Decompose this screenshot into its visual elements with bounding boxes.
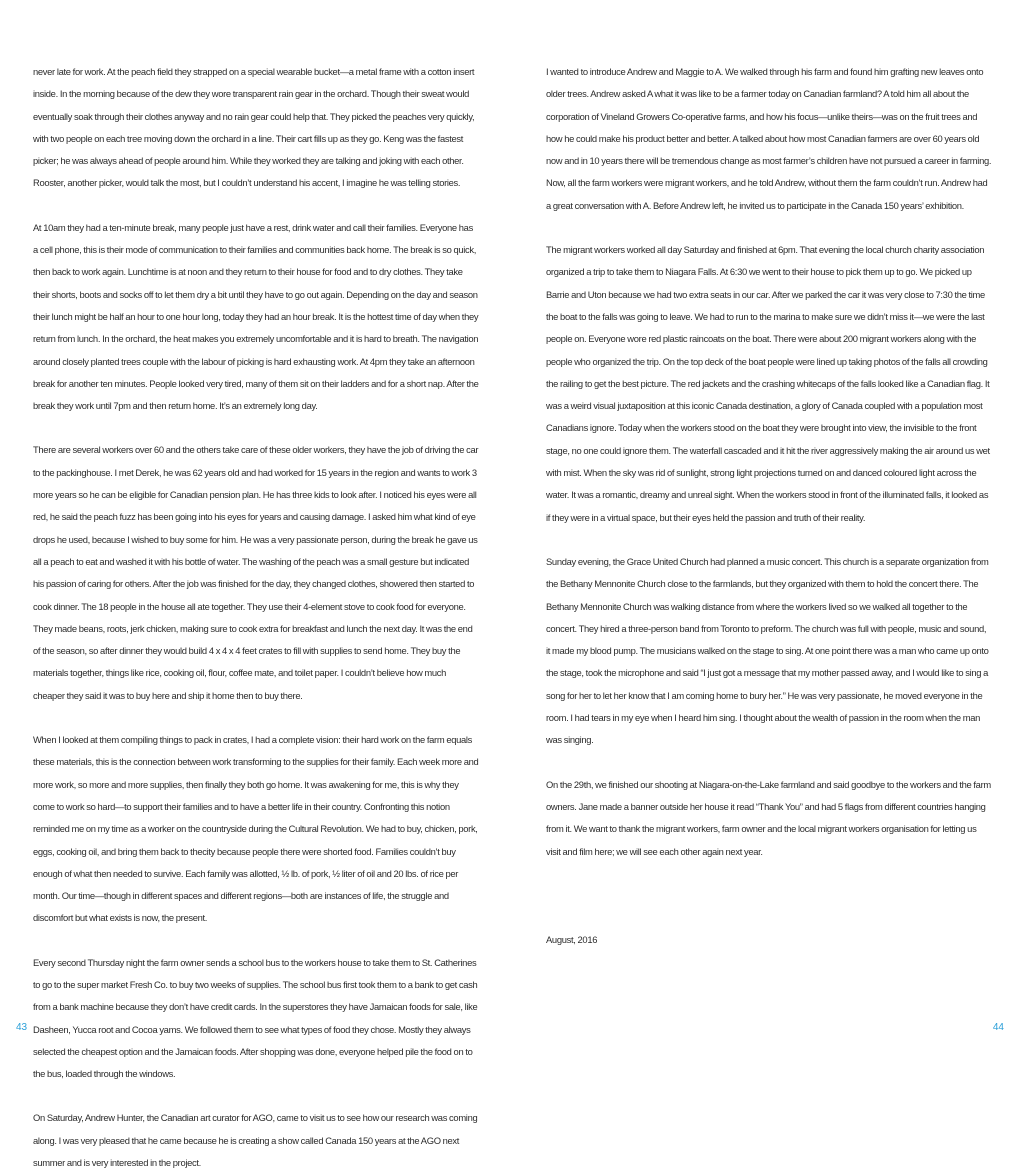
right-paragraph-3: Sunday evening, the Grace United Church had planned a music concert. This church is a separate organization from the Bethany Mennonite Church close to the farmlands, but they organized with them to hold the concert there. The Bethany Mennonite Church was walking distance from where the workers lived so we walked all together to the concert. They hired a three-person band from Toronto to preform. The church was full with people, music and sound, it made my blood pump. The musicians walked on the stage to sing. At one point there was a man who came up onto the stage, took the microphone and said “I just got a message that my mother passed away, and I would like to sing a song for her to let her know that I am coming home to bury her.” He was very passionate, he moved everyone in the room. I had tears in my eye when I heard him sing. I thought about the wealth of passion in the room when the man was singing. <box>546 555 989 746</box>
left-paragraph-4: When I looked at them compiling things to pack in crates, I had a complete vision: their hard work on the farm equals these materials, this is the connection between work transforming to the supplies for their family. Each week more and more work, so more and more supplies, then finally they both go home. It was awakening for me, this is why they come to work so hard—to support their families and to have a better life in their country. Confronting this notion reminded me on my time as a worker on the countryside during the Cultural Revolution. We had to buy, chicken, pork, eggs, cooking oil, and bring them back to thecity because people there were shorted food. Families couldn’t buy enough of what then needed to survive. Each family was allotted, ½ lb. of pork, ½ liter of oil and 20 lbs. of rice per month. Our time—though in different spaces and different regions—both are instances of life, the struggle and discomfort but what exists is now, the present. <box>33 734 479 924</box>
left-page <box>0 0 512 1169</box>
left-text-column <box>33 61 479 1174</box>
right-paragraph-1: I wanted to introduce Andrew and Maggie to A. We walked through his farm and found him grafting new leaves onto older trees. Andrew asked A what it was like to be a farmer today on Canadian farmland? A told him all about the corporation of Vineland Growers Co-operative farms, and how his focus—unlike theirs—was on the fruit trees and how he could make his product better and better. A talked about how most Canadian farmers are over 60 years old now and in 10 years there will be tremendous change as most farmer’s children have not pursued a career in farming. Now, all the farm workers were migrant workers, and he told Andrew, without them the farm couldn’t run. Andrew had a great conversation with A. Before Andrew left, he invited us to participate in the Canada 150 years’ exhibition. <box>546 66 992 211</box>
right-text-column <box>546 61 992 951</box>
page-number-right: 44 <box>992 1022 1004 1033</box>
date-line: August, 2016 <box>546 933 598 945</box>
right-paragraph-2: The migrant workers worked all day Saturday and finished at 6pm. That evening the local church charity association organized a trip to take them to Niagara Falls. At 6:30 we went to their house to pick them up to go. We picked up Barrie and Uton because we had two extra seats in our car. After we parked the car it was very close to 7:30 the time the boat to the falls was going to leave. We had to run to the marina to make sure we didn’t miss it—we were the last people on. Everyone wore red plastic raincoats on the boat. There were about 200 migrant workers along with the people who organized the trip. On the top deck of the boat people were lined up taking photos of the falls all crowding the railing to get the best picture. The red jackets and the crashing whitecaps of the falls looked like a Canadian flag. It was a weird visual juxtaposition at this iconic Canada destination, a glory of Canada coupled with a population most Canadians ignore. Today when the workers stood on the boat they were brought into view, the invisible to the front stage, no one could ignore them. The waterfall cascaded and it hit the river aggressively making the air around us wet with mist. When the sky was rid of sunlight, strong light projections turned on and danced coloured light across the water. It was a romantic, dreamy and unreal sight. When the workers stood in front of the illuminated falls, it looked as if they were in a virtual space, but their eyes held the passion and truth of their reality. <box>546 244 990 523</box>
right-paragraph-4: On the 29th, we finished our shooting at Niagara-on-the-Lake farmland and said goodbye to the workers and the farm owners. Jane made a banner outside her house it read “Thank You” and had 5 flags from different countries hanging from it. We want to thank the migrant workers, farm owner and the local migrant workers organisation for letting us visit and film here; we will see each other again next year. <box>546 778 991 857</box>
left-paragraph-2: At 10am they had a ten-minute break, many people just have a rest, drink water and call their families. Everyone has a cell phone, this is their mode of communication to their families and communities back home. The break is so quick, then back to work again. Lunchtime is at noon and they return to their house for food and to dry clothes. They take their shorts, boots and socks off to let them dry a bit until they have to go out again. Depending on the day and season their lunch might be half an hour to one hour long, today they had an hour break. It is the hottest time of day when they return from lunch. In the orchard, the heat makes you extremely uncomfortable and it is hard to breath. The navigation around closely planted trees couple with the labour of picking is hard exhausting work. At 4pm they take an afternoon break for another ten minutes. People looked very tired, many of them sit on their ladders and for a short nap. After the break they work until 7pm and then return home. It’s an extremely long day. <box>33 221 479 412</box>
right-page <box>512 0 1024 1068</box>
page-number-left: 43 <box>16 1022 28 1033</box>
left-paragraph-1: never late for work. At the peach field they strapped on a special wearable bucket—a metal frame with a cotton insert inside. In the morning because of the dew they wore transparent rain gear in the orchard. Though their sweat would eventually soak through their clothes anyway and no rain gear could help that. They picked the peaches very quickly, with two people on each tree moving down the orchard in a line. Their cart fills up as they go. Keng was the fastest picker; he was always ahead of people around him. While they worked they are talking and joking with each other. Rooster, another picker, would talk the most, but I couldn’t understand his accent, I imagine he was telling stories. <box>33 66 475 189</box>
left-paragraph-6: On Saturday, Andrew Hunter, the Canadian art curator for AGO, came to visit us to see how our research was coming along. I was very pleased that he came because he is creating a show called Canada 150 years at the AGO next summer and is very interested in the project. <box>33 1112 478 1169</box>
left-paragraph-5: Every second Thursday night the farm owner sends a school bus to the workers house to take them to St. Catherines to go to the super market Fresh Co. to buy two weeks of supplies. The school bus first took them to a bank to get cash from a bank machine because they don’t have credit cards. In the superstores they have Jamaican foods for sale, like Dasheen, Yucca root and Cocoa yams. We followed them to see what types of food they chose. Mostly they always selected the cheapest option and the Jamaican foods. After shopping was done, everyone helped pile the food on to the bus, loaded through the windows. <box>33 956 478 1080</box>
left-paragraph-3: There are several workers over 60 and the others take care of these older workers, they have the job of driving the car to the packinghouse. I met Derek, he was 62 years old and had worked for 15 years in the region and wants to work 3 more years so he can be eligible for Canadian pension plan. He has three kids to look after. I noticed his eyes were all red, he said the peach fuzz has been going into his eyes for years and causing damage. I asked him what kind of eye drops he used, because I wished to buy some for him. He was a very passionate person, during the break he gave us all a peach to eat and washed it with his bottle of water. The washing of the peach was a small gesture but indicated his passion of caring for others. After the job was finished for the day, they changed clothes, showered then started to cook dinner. The 18 people in the house all ate together. They use their 4-element stove to cook food for everyone. They made beans, roots, jerk chicken, making sure to cook extra for breakfast and lunch the next day. It was the end of the season, so after dinner they would build 4 x 4 x 4 feet crates to fill with supplies to send home. They buy the materials together, things like rice, cooking oil, flour, coffee mate, and toilet paper. I couldn’t believe how much cheaper they said it was to buy here and ship it home then to buy there. <box>33 444 479 701</box>
